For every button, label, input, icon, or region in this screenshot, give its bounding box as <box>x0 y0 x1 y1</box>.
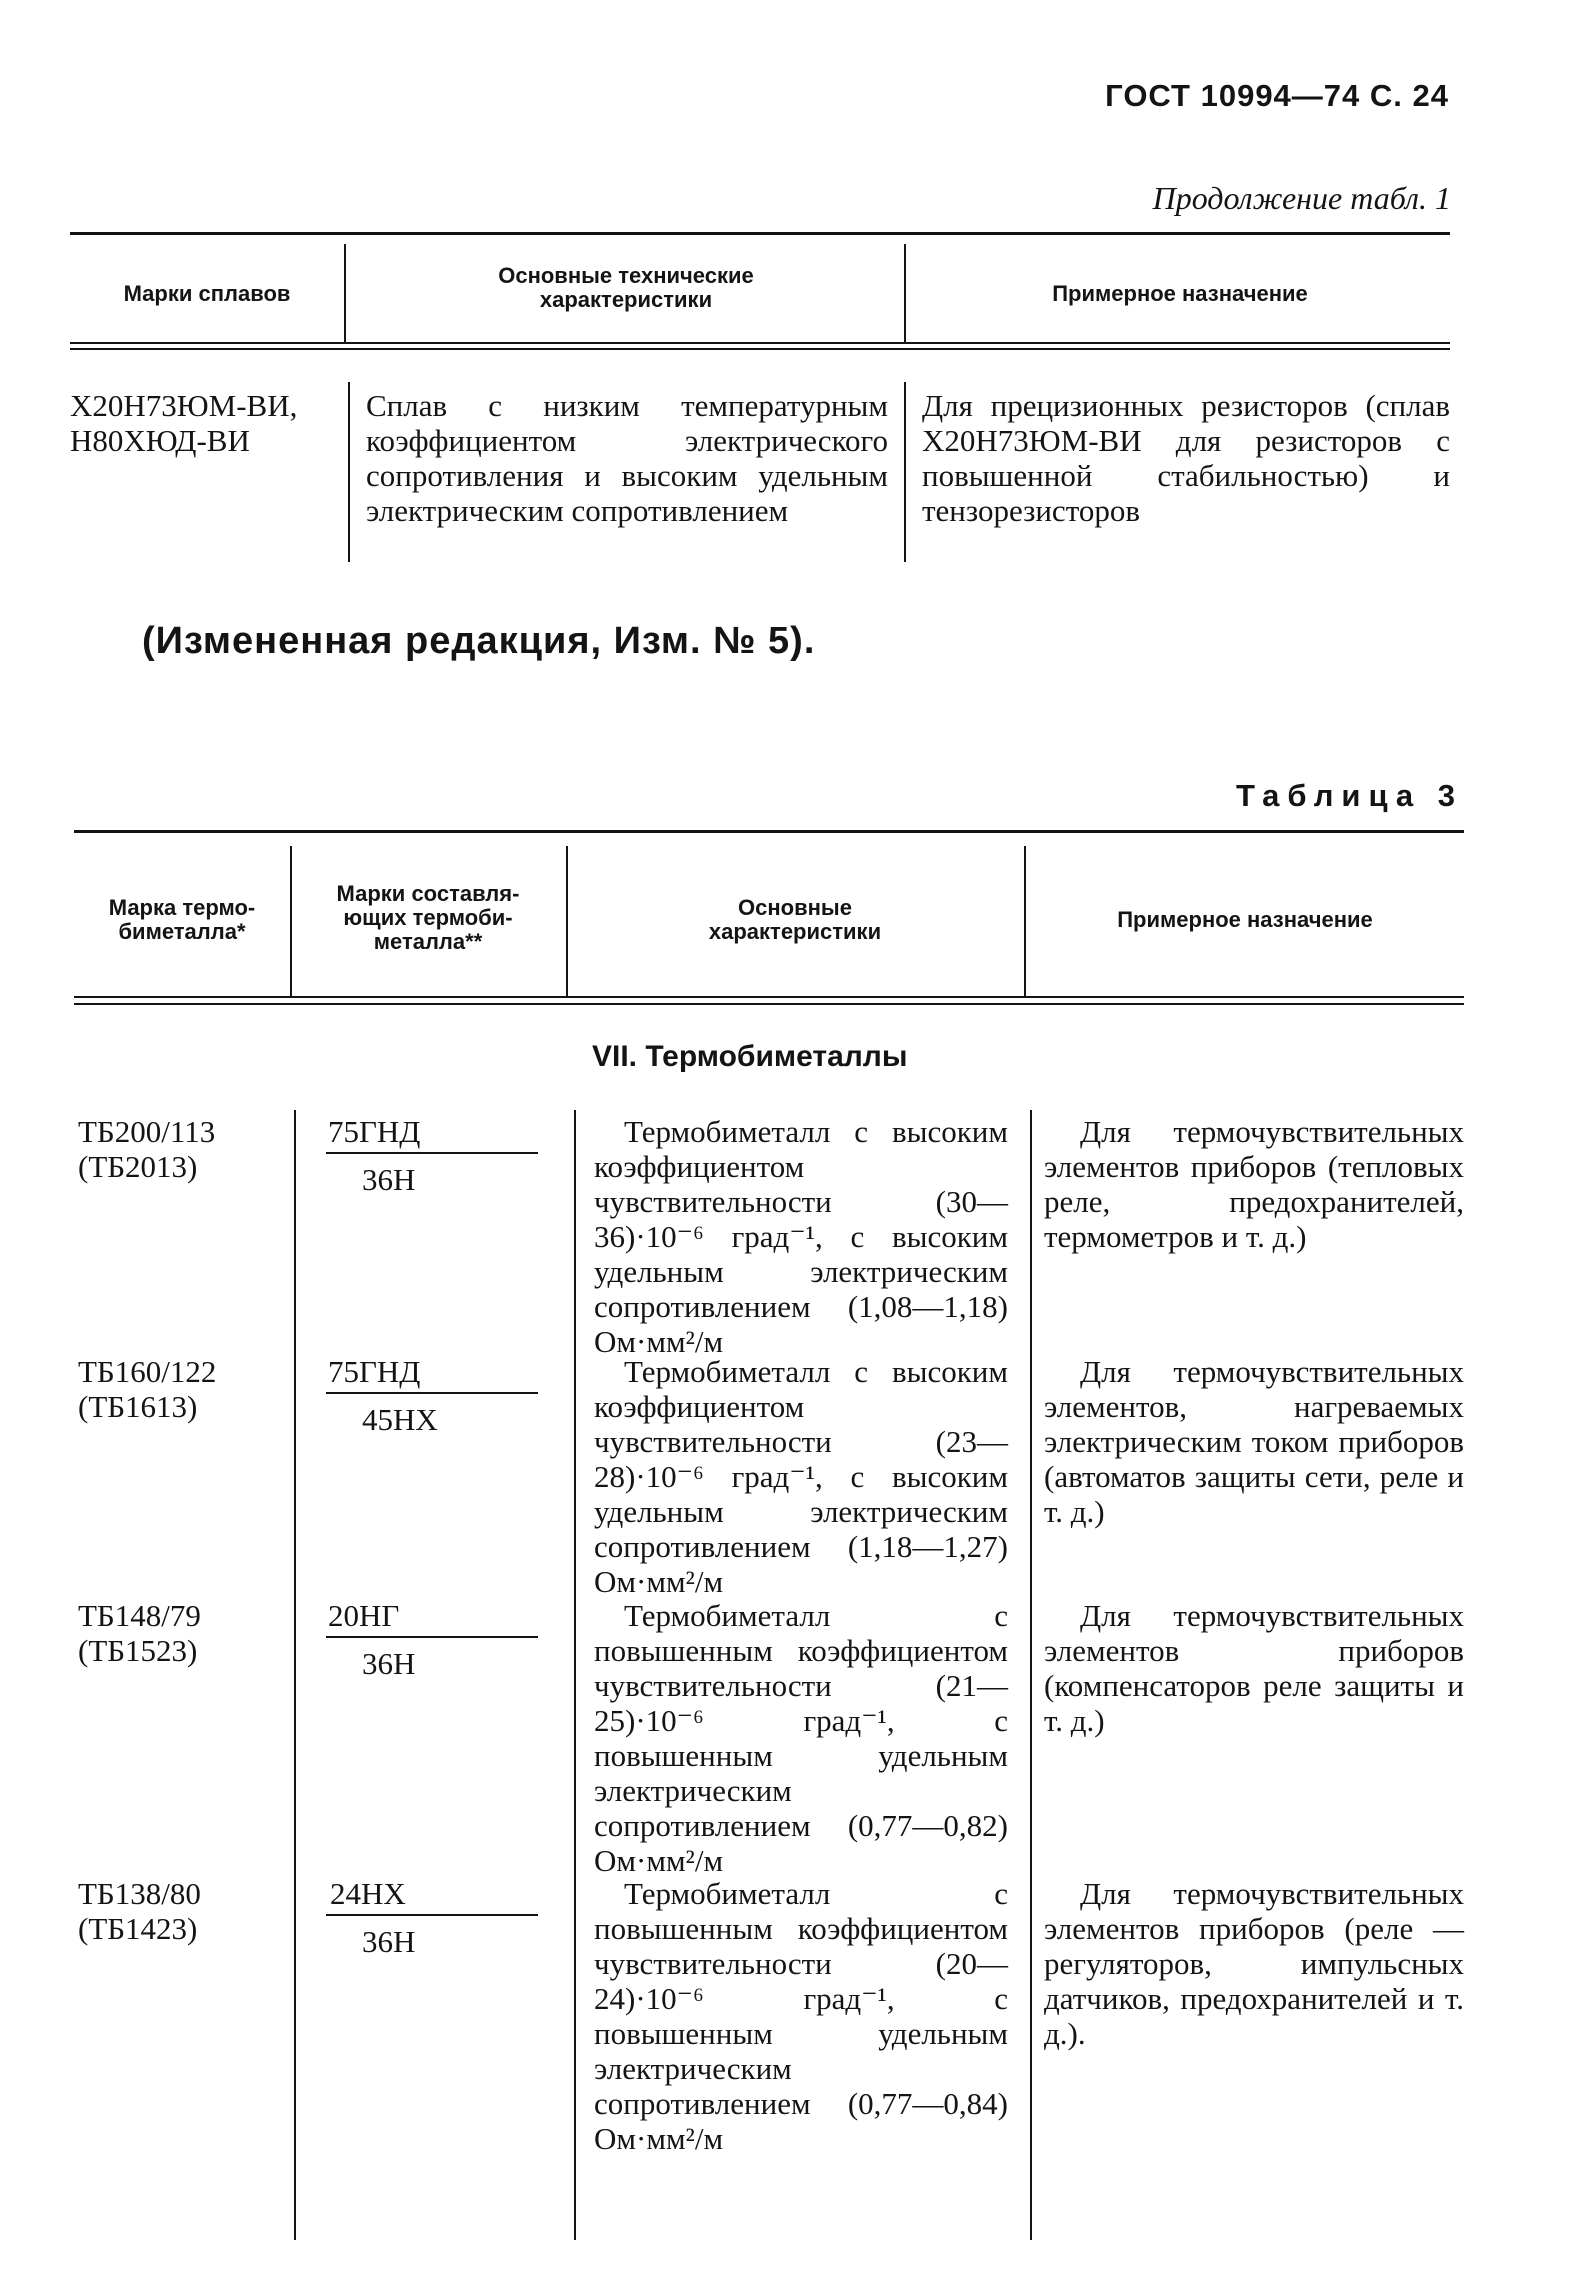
table1-header-double-rule-a <box>70 342 1450 344</box>
table1-row-purpose: Для прецизионных резисторов (сплав Х20Н73ЮМ-ВИ для резисторов с повышенной стабильностью) и тензорезисторов <box>922 388 1450 528</box>
table3-header-double-rule-a <box>74 996 1464 998</box>
table3-row-4-purpose: Для термочувствительных элементов приборов (реле — регуляторов, импульсных датчиков, предохранителей и т. д.). <box>1044 1876 1464 2051</box>
table3-body-divider-3 <box>1030 1110 1032 2240</box>
table3-header-components: Марки составля- ющих термоби- металла** <box>336 881 520 954</box>
table3-row-3-comp-bottom: 36Н <box>362 1646 416 1681</box>
table3-row-3-characteristics: Термобиметалл с повышенным коэффициентом чувствительности (21—25)·10⁻⁶ град⁻¹, с повышенным удельным электрическим сопротивлением (0,77—0,82) Ом·мм²/м <box>594 1598 1008 1878</box>
table3-row-1-purpose: Для термочувствительных элементов приборов (тепловых реле, предохранителей, термометров и т. д.) <box>1044 1114 1464 1254</box>
table1-header-characteristics: Основные технические характеристики <box>498 263 754 312</box>
table3-row-4-characteristics: Термобиметалл с повышенным коэффициентом чувствительности (20—24)·10⁻⁶ град⁻¹, с повышенным удельным электрическим сопротивлением (0,77—0,84) Ом·мм²/м <box>594 1876 1008 2156</box>
table1-continuation-label: Продолжение табл. 1 <box>1152 180 1451 216</box>
table3-row-3-mark: ТБ148/79 (ТБ1523) <box>78 1598 201 1668</box>
table1-top-rule <box>70 232 1450 235</box>
table1-row-divider-2 <box>904 382 906 562</box>
page-header: ГОСТ 10994—74 С. 24 <box>1105 78 1449 113</box>
table3-row-2-comp-top: 75ГНД <box>328 1354 421 1389</box>
table3-section-title: VII. Термобиметаллы <box>592 1040 908 1073</box>
table3-header-double-rule-b <box>74 1003 1464 1005</box>
table3-row-3-comp-bar <box>326 1636 538 1638</box>
amendment-note: (Измененная редакция, Изм. № 5). <box>142 620 816 662</box>
table3-row-2-comp-bar <box>326 1392 538 1394</box>
table3-row-1-mark: ТБ200/113 (ТБ2013) <box>78 1114 216 1184</box>
table3-header-divider-2 <box>566 846 568 996</box>
table3-header-characteristics: Основные характеристики <box>708 895 882 944</box>
table1-row-characteristics: Сплав с низким температурным коэффициентом электрического сопротивления и высоким удельным электрическим сопротивлением <box>366 388 888 528</box>
table3-row-4-mark: ТБ138/80 (ТБ1423) <box>78 1876 201 1946</box>
table3-row-2-purpose: Для термочувствительных элементов, нагреваемых электрическим током приборов (автоматов защиты сети, реле и т. д.) <box>1044 1354 1464 1529</box>
table3-body-divider-2 <box>574 1110 576 2240</box>
table3-row-2-comp-bottom: 45НХ <box>362 1402 438 1437</box>
table3-row-4-comp-bar <box>326 1914 538 1916</box>
table3-row-1-comp-top: 75ГНД <box>328 1114 421 1149</box>
table3-header-divider-3 <box>1024 846 1026 996</box>
table1-header-purpose: Примерное назначение <box>1052 281 1308 306</box>
table3-top-rule <box>74 830 1464 833</box>
table3-row-2-mark: ТБ160/122 (ТБ1613) <box>78 1354 217 1424</box>
table1-row-divider-1 <box>348 382 350 562</box>
table1-header-marks: Марки сплавов <box>123 281 291 306</box>
table1-header-divider-2 <box>904 244 906 344</box>
table3-header-purpose: Примерное назначение <box>1117 907 1373 932</box>
table3-row-1-comp-bar <box>326 1152 538 1154</box>
table3-caption: Таблица 3 <box>1235 778 1463 813</box>
table3-body-divider-1 <box>294 1110 296 2240</box>
table3-row-2-characteristics: Термобиметалл с высоким коэффициентом чувствительности (23—28)·10⁻⁶ град⁻¹, с высоким удельным электрическим сопротивлением (1,18—1,27) Ом·мм²/м <box>594 1354 1008 1599</box>
table3-header-divider-1 <box>290 846 292 996</box>
table3-row-3-purpose: Для термочувствительных элементов приборов (компенсаторов реле защиты и т. д.) <box>1044 1598 1464 1738</box>
table3-row-1-characteristics: Термобиметалл с высоким коэффициентом чувствительности (30—36)·10⁻⁶ град⁻¹, с высоким удельным электрическим сопротивлением (1,08—1,18) Ом·мм²/м <box>594 1114 1008 1359</box>
table3-row-4-comp-top: 24НХ <box>330 1876 406 1911</box>
table3-header-mark: Марка термо- биметалла* <box>108 895 256 944</box>
table3-row-3-comp-top: 20НГ <box>328 1598 400 1633</box>
table3-row-4-comp-bottom: 36Н <box>362 1924 416 1959</box>
table1-header-double-rule-b <box>70 348 1450 350</box>
table1-row-marks: Х20Н73ЮМ-ВИ, Н80ХЮД-ВИ <box>70 388 298 458</box>
table1-header-divider-1 <box>344 244 346 344</box>
table3-row-1-comp-bottom: 36Н <box>362 1162 416 1197</box>
